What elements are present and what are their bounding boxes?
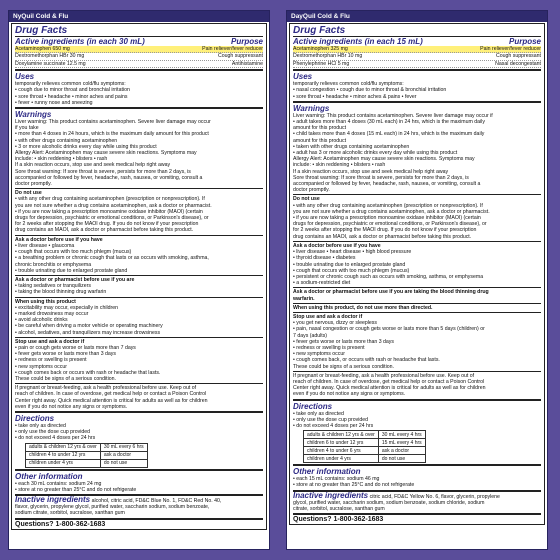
ingredient-purpose: Nasal decongestant: [495, 60, 541, 67]
askpharm-lines-line: • taking the blood thinning drug warfarin: [15, 289, 107, 296]
dosage-cell: children 4 to under 6 yrs: [304, 447, 379, 455]
purpose-label: Purpose: [230, 37, 263, 46]
askdoc-lines-line: • trouble urinating due to enlarged prostate gland: [15, 267, 128, 274]
donot-lines-line: • if you are now taking a prescription monoamine oxidase inhibitor (MAOI) (certain: [15, 208, 203, 215]
askdoc-lines-line: • persistent or chronic cough such as occurs with smoking, asthma, or emphysema: [293, 273, 484, 280]
preg-lines-line: reach of children. In case of overdose, get medical help or contact a Poison Control: [293, 378, 485, 385]
when-using-title: When using this product: [15, 298, 76, 305]
directions-title: Directions: [15, 413, 55, 423]
warnings-lines-line: • child takes more than 4 doses (15 mL each) in 24 hrs, which is the maximum daily: [293, 131, 485, 138]
uses-title: Uses: [293, 72, 313, 82]
dosage-cell: do not use: [100, 459, 147, 467]
inactive-ingredients-line: citrate, sorbitol, sucralose, xanthan gum: [293, 505, 385, 512]
directions-section: [15, 411, 263, 468]
warnings-lines-line: If a skin reaction occurs, stop use and seek medical help right away: [15, 162, 171, 169]
warnings-lines-line: • adult takes more than 4 doses (30 mL each) in 24 hrs, which is the maximum daily: [293, 119, 485, 126]
dosage-row: [26, 459, 148, 467]
warnings-lines-line: doctor promptly.: [293, 187, 330, 194]
ingredient-name: Acetaminophen 650 mg: [15, 46, 70, 52]
ingredient-name: Dextromethorphan HBr 30 mg: [15, 53, 85, 60]
dayquil-facts-panel: [286, 10, 548, 550]
other-lines-line: • each 15 mL contains: sodium 46 mg: [293, 476, 380, 483]
warnings-section: [15, 107, 263, 187]
askpharm-lines-line: Ask a doctor or pharmacist before use if you are taking the blood thinning drug: [293, 289, 489, 296]
uses-title: Uses: [15, 72, 35, 82]
warnings-lines-line: • taken with other drugs containing acetaminophen: [293, 143, 410, 150]
askdoc-lines-line: • a sodium-restricted diet: [293, 280, 351, 287]
warnings-lines-line: • more than 4 doses in 24 hours, which is the maximum daily amount for this product: [15, 131, 209, 138]
drug-facts-heading: Drug Facts: [15, 25, 263, 37]
dosage-cell: 15 mL every 4 hrs: [378, 439, 425, 447]
askpharm-lines-line: • taking sedatives or tranquilizers: [15, 283, 91, 290]
stop-lines-line: These could be signs of a serious condition.: [293, 363, 394, 370]
ingredient-purpose: Pain reliever/fever reducer: [480, 46, 541, 52]
warnings-lines-line: If a skin reaction occurs, stop use and seek medical help right away: [293, 168, 449, 175]
uses-section: [293, 69, 541, 100]
pregnancy-section: [15, 383, 263, 410]
preg-lines-line: even if you do not notice any signs or symptoms.: [15, 403, 128, 410]
askdoc-lines-line: • thyroid disease • diabetes: [293, 255, 356, 262]
questions-section: [15, 518, 263, 528]
stop-lines-line: These could be signs of a serious condition.: [15, 375, 116, 382]
when-using-section: [15, 297, 263, 336]
other-info-title: Other information: [293, 467, 361, 477]
preg-lines-line: reach of children. In case of overdose, get medical help or contact a Poison Control: [15, 391, 207, 398]
ask-doctor-section: [293, 241, 541, 286]
dosage-table: [25, 443, 148, 468]
ingredient-row: [293, 53, 541, 60]
stop-lines-line: • you get nervous, dizzy or sleepless: [293, 320, 377, 327]
askdoc-lines-line: • a breathing problem or chronic cough that lasts or as occurs with smoking, asthma,: [15, 255, 209, 262]
askpharm-lines-line: warfarin.: [293, 295, 315, 302]
questions-phone: 1-800-362-1683: [333, 516, 384, 524]
active-ingredients-label: Active ingredients (in each 15 mL): [293, 37, 423, 46]
warnings-lines-line: Allergy Alert: Acetaminophen may cause severe skin reactions. Symptoms may: [15, 150, 197, 157]
directions-lines-line: • do not exceed 4 doses per 24 hrs: [293, 422, 374, 429]
stop-use-title: Stop use and ask a doctor if: [15, 338, 85, 345]
dosage-row: [304, 455, 426, 463]
stop-lines-line: • pain, nasal congestion or cough gets worse or lasts more than 5 days (children) or: [293, 326, 485, 333]
warnings-lines-line: include: • skin reddening • blisters • rash: [293, 162, 386, 169]
uses-section: [15, 69, 263, 106]
stop-lines-line: • pain or cough gets worse or lasts more than 7 days: [15, 344, 136, 351]
product-title: DayQuil Cold & Flu: [287, 11, 547, 22]
askdoc-lines-line: • liver disease • heart disease • high blood pressure: [293, 249, 412, 256]
dosage-row: [26, 443, 148, 451]
dosage-cell: ask a doctor: [378, 447, 425, 455]
donot-lines-line: for 2 weeks after stopping the MAOI drug. If you do not know if your prescription: [15, 221, 199, 228]
ingredient-row: [15, 53, 263, 60]
stop-lines-line: • redness or swelling is present: [293, 344, 365, 351]
do-not-use-section: [293, 194, 541, 239]
stop-lines-line: • new symptoms occur: [15, 363, 67, 370]
other-info-title: Other information: [15, 471, 83, 481]
inactive-ingredients-line: glycol, purified water, saccharin sodium, sodium benzoate, sodium chloride, sodium: [293, 499, 485, 506]
directions-lines-line: • only use the dose cup provided: [293, 416, 369, 423]
stop-lines-line: • redness or swelling is present: [15, 357, 87, 364]
inactive-ingredients-section: [15, 494, 263, 517]
ingredient-name: Acetaminophen 325 mg: [293, 46, 348, 52]
donot-lines-line: for 2 weeks after stopping the MAOI drug. If you do not know if your prescription: [293, 227, 477, 234]
warnings-lines-line: Liver warning: This product contains acetaminophen. Severe liver damage may occur: [15, 119, 211, 126]
uses-lines-line: • sore throat • headache • minor aches and pains: [15, 93, 128, 100]
stop-lines-line: • fever gets worse or lasts more than 3 days: [293, 338, 394, 345]
questions-section: [293, 513, 541, 523]
ingredient-purpose: Antihistamine: [231, 60, 263, 67]
dosage-cell: do not use: [378, 455, 425, 463]
inactive-ingredients-line: [293, 490, 541, 500]
ask-doctor-title: Ask a doctor before use if you have: [293, 242, 381, 249]
donot-lines-line: you are not sure whether a drug contains acetaminophen, ask a doctor or pharmacist.: [293, 208, 490, 215]
drug-facts-box: [289, 23, 545, 525]
warnings-lines-line: amount for this product: [293, 137, 347, 144]
when-lines-line: • avoid alcoholic drinks: [15, 317, 68, 324]
active-ingredients-header: [293, 37, 541, 46]
preg-lines-line: Center right away. Quick medical attention is critical for adults as well as for children: [15, 397, 208, 404]
warnings-lines-line: if you take: [15, 125, 39, 132]
stop-lines-line: • cough comes back or occurs with rash or headache that lasts.: [15, 369, 161, 376]
askdoc-lines-line: • liver disease • glaucoma: [15, 242, 75, 249]
uses-lines-line: • fever • runny nose and sneezing: [15, 99, 93, 106]
dosage-cell: children 4 to under 12 yrs: [26, 451, 101, 459]
ingredient-row: [293, 61, 541, 68]
inactive-ingredients-text: alcohol, citric acid, FD&C Blue No. 1, FD&C Red No. 40,: [91, 497, 222, 504]
donot-lines-line: drug contains an MAOI, ask a doctor or pharmacist before taking this product.: [15, 227, 194, 234]
dosage-cell: adults & children 12 yrs & over: [26, 443, 101, 451]
stop-lines-line: • fever gets worse or lasts more than 3 days: [15, 351, 116, 358]
directions-section: [293, 399, 541, 464]
warnings-lines-line: doctor promptly.: [15, 181, 52, 188]
uses-lines-line: temporarily relieves common cold/flu symptoms:: [15, 81, 126, 88]
warnings-lines-line: accompanied or followed by fever, headache, rash, nausea, or vomiting, consult a: [293, 181, 481, 188]
ask-pharmacist-section: [293, 287, 541, 301]
active-ingredients-label: Active ingredients (in each 30 mL): [15, 37, 145, 46]
askdoc-lines-line: • cough that occurs with too much phlegm (mucus): [15, 249, 132, 256]
purpose-label: Purpose: [508, 37, 541, 46]
warnings-lines-line: include: • skin reddening • blisters • rash: [15, 156, 108, 163]
do-not-use-title: Do not use: [15, 190, 42, 197]
preg-lines-line: Center right away. Quick medical attention is critical for adults as well as for children: [293, 385, 486, 392]
warnings-section: [293, 101, 541, 194]
directions-lines-line: • take only as directed: [15, 422, 66, 429]
inactive-ingredients-title: Inactive ingredients: [15, 494, 91, 504]
donot-lines-line: you are not sure whether a drug contains acetaminophen, ask a doctor or pharmacist.: [15, 202, 212, 209]
stop-use-section: [15, 337, 263, 382]
donot-lines-line: • with any other drug containing acetaminophen (prescription or nonprescription). If: [293, 202, 483, 209]
questions-phone: 1-800-362-1683: [55, 520, 106, 528]
pregnancy-section: [293, 371, 541, 398]
warnings-lines-line: Allergy Alert: Acetaminophen may cause severe skin reactions. Symptoms may: [293, 156, 475, 163]
donot-lines-line: • with any other drug containing acetaminophen (prescription or nonprescription). If: [15, 196, 205, 203]
when-lines-line: • alcohol, sedatives, and tranquilizers may increase drowsiness: [15, 329, 161, 336]
dosage-row: [304, 431, 426, 439]
warnings-lines-line: • 3 or more alcoholic drinks every day while using this product: [15, 143, 157, 150]
dosage-cell: ask a doctor: [100, 451, 147, 459]
dosage-cell: children under 4 yrs: [26, 459, 101, 467]
other-lines-line: • each 30 mL contains: sodium 24 mg: [15, 480, 102, 487]
donot-lines-line: drug contains an MAOI, ask a doctor or pharmacist before taking this product.: [293, 233, 472, 240]
questions-label: Questions?: [15, 520, 54, 528]
dosage-cell: children under 4 yrs: [304, 455, 379, 463]
ingredient-purpose: Cough suppressant: [496, 53, 541, 60]
inactive-ingredients-section: [293, 490, 541, 513]
warnings-lines-line: Sore throat warning: If sore throat is severe, persists for more than 2 days, is: [15, 168, 191, 175]
inactive-ingredients-title: Inactive ingredients: [293, 490, 369, 500]
dosage-cell: adults & children 12 yrs & over: [304, 431, 379, 439]
inactive-ingredients-text: citric acid, FD&C Yellow No. 6, flavor, glycerin, propylene: [369, 493, 500, 500]
ingredient-name: Doxylamine succinate 12.5 mg: [15, 60, 86, 67]
donot-lines-line: drugs for depression, psychiatric or emotional conditions, or Parkinson's disease), or: [293, 221, 487, 228]
questions-label: Questions?: [293, 516, 332, 524]
ingredient-name: Dextromethorphan HBr 10 mg: [293, 53, 363, 60]
ask-pharmacist-title: Ask a doctor or pharmacist before use if you are: [15, 276, 135, 283]
when-lines-line: • marked drowsiness may occur: [15, 310, 89, 317]
other-lines-line: • store at no greater than 25°C and do not refrigerate: [15, 486, 137, 493]
dosage-row: [304, 447, 426, 455]
dosage-table: [303, 430, 426, 463]
drug-facts-heading: Drug Facts: [293, 25, 541, 37]
stop-use-section: [293, 312, 541, 370]
warnings-title: Warnings: [15, 110, 52, 120]
dosage-cell: children 6 to under 12 yrs: [304, 439, 379, 447]
dosage-row: [304, 439, 426, 447]
preg-lines-line: If pregnant or breast-feeding, ask a health professional before use. Keep out of: [293, 372, 475, 379]
stop-lines-line: 7 days (adults): [293, 332, 328, 339]
preg-lines-line: even if you do not notice any signs or symptoms.: [293, 391, 406, 398]
ask-doctor-title: Ask a doctor before use if you have: [15, 236, 103, 243]
when-lines-line: • excitability may occur, especially in children: [15, 304, 119, 311]
warnings-lines-line: • with other drugs containing acetaminophen: [15, 137, 118, 144]
when-lines-line: • be careful when driving a motor vehicle or operating machinery: [15, 323, 163, 330]
drug-facts-box: [11, 23, 267, 530]
directions-lines-line: • take only as directed: [293, 410, 344, 417]
ingredient-purpose: Cough suppressant: [218, 53, 263, 60]
askdoc-lines-line: • trouble urinating due to enlarged prostate gland: [293, 261, 406, 268]
warnings-lines-line: amount for this product: [293, 125, 347, 132]
active-ingredients-header: [15, 37, 263, 46]
product-title: NyQuil Cold & Flu: [9, 11, 269, 22]
inactive-ingredients-line: sodium citrate, sorbitol, sucralose, xanthan gum: [15, 510, 125, 517]
stop-lines-line: • new symptoms occur: [293, 351, 345, 358]
uses-lines-line: • sore throat • headache • minor aches & pains • fever: [293, 93, 417, 100]
donot-lines-line: • if you are now taking a prescription monoamine oxidase inhibitor (MAOI) (certain: [293, 215, 481, 222]
inactive-ingredients-line: [15, 494, 263, 504]
warnings-title: Warnings: [293, 103, 330, 113]
warnings-lines-line: • adult has 3 or more alcoholic drinks every day while using this product: [293, 150, 458, 157]
ingredient-row: [15, 46, 263, 53]
donot-lines-line: drugs for depression, psychiatric or emotional conditions, or Parkinson's disease), or: [15, 215, 209, 222]
stop-use-title: Stop use and ask a doctor if: [293, 313, 363, 320]
when-using-line: When using this product, do not use more than directed.: [293, 304, 433, 311]
askdoc-lines-line: • cough that occurs with too much phlegm (mucus): [293, 267, 410, 274]
do-not-use-section: [15, 188, 263, 233]
other-lines-line: • store at no greater than 25°C and do not refrigerate: [293, 482, 415, 489]
when-using-section: [293, 303, 541, 311]
uses-lines-line: • nasal congestion • cough due to minor throat & bronchial irritation: [293, 87, 447, 94]
ingredient-name: Phenylephrine HCl 5 mg: [293, 60, 350, 67]
dosage-cell: 30 mL every 6 hrs: [100, 443, 147, 451]
dosage-cell: 30 mL every 4 hrs: [378, 431, 425, 439]
uses-lines-line: • cough due to minor throat and bronchial irritation: [15, 87, 130, 94]
ask-pharmacist-section: [15, 275, 263, 296]
other-info-section: [293, 464, 541, 488]
do-not-use-title: Do not use: [293, 196, 320, 203]
nyquil-facts-panel: [8, 10, 270, 550]
uses-lines-line: temporarily relieves common cold/flu symptoms:: [293, 81, 404, 88]
stop-lines-line: • cough comes back, or occurs with rash or headache that lasts.: [293, 357, 440, 364]
other-info-section: [15, 469, 263, 493]
preg-lines-line: If pregnant or breast-feeding, ask a health professional before use. Keep out of: [15, 385, 197, 392]
ingredient-row: [293, 46, 541, 53]
directions-lines-line: • only use the dose cup provided: [15, 429, 91, 436]
warnings-lines-line: Liver warning: This product contains acetaminophen. Severe liver damage may occur if: [293, 112, 493, 119]
ingredient-row: [15, 61, 263, 68]
askdoc-lines-line: chronic bronchitis or emphysema: [15, 261, 92, 268]
dosage-row: [26, 451, 148, 459]
inactive-ingredients-line: flavor, glycerin, propylene glycol, purified water, saccharin sodium, sodium benzoate,: [15, 504, 210, 511]
directions-lines-line: • do not exceed 4 doses per 24 hrs: [15, 435, 96, 442]
ingredient-purpose: Pain reliever/fever reducer: [202, 46, 263, 52]
warnings-lines-line: Sore throat warning: If sore throat is severe, persists for more than 2 days, is: [293, 174, 469, 181]
warnings-lines-line: accompanied or followed by fever, headache, rash, nausea, or vomiting, consult a: [15, 174, 203, 181]
ask-doctor-section: [15, 235, 263, 274]
directions-title: Directions: [293, 401, 333, 411]
